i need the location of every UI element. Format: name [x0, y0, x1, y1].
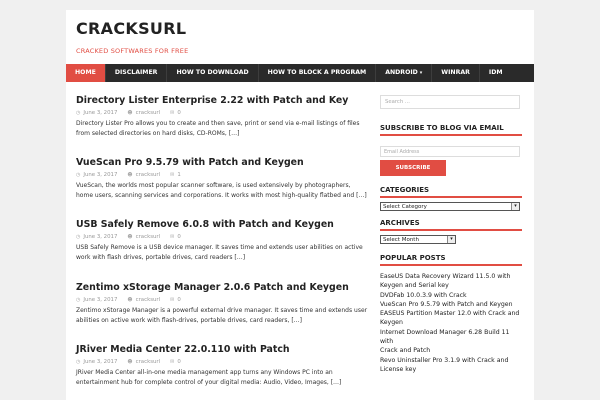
main-navigation: [66, 64, 534, 82]
categories-widget-title: CATEGORIES: [380, 186, 522, 198]
post-title[interactable]: Zentimo xStorage Manager 2.0.6 Patch and Keygen: [76, 282, 349, 293]
post-excerpt: Directory Lister Pro allows you to create and then save, print or send via e-mail listings of files from selected directories on hard disks, CD-ROMs, […]: [76, 120, 360, 137]
post-list: [76, 95, 368, 400]
nav-item-how-to-download[interactable]: HOW TO DOWNLOAD: [167, 64, 258, 82]
calendar-icon: ◷: [76, 110, 81, 116]
post-date: June 3, 2017: [83, 110, 118, 116]
post-meta: [76, 110, 368, 116]
post-comments[interactable]: 0: [177, 234, 181, 240]
post-title[interactable]: Directory Lister Enterprise 2.22 with Patch and Key: [76, 95, 349, 106]
site-title[interactable]: CRACKSURL: [76, 19, 187, 38]
archive-select[interactable]: [380, 235, 456, 244]
comment-icon: ✉: [170, 234, 175, 240]
calendar-icon: ◷: [76, 297, 81, 303]
popular-post-link[interactable]: VueScan Pro 9.5.79 with Patch and Keygen: [380, 300, 513, 308]
post-title[interactable]: USB Safely Remove 6.0.8 with Patch and Keygen: [76, 219, 334, 230]
popular-post-link[interactable]: Revo Uninstaller Pro 3.1.9 with Crack and: [380, 356, 509, 364]
category-select[interactable]: [380, 202, 520, 211]
post-meta: [76, 297, 368, 303]
post-excerpt: USB Safely Remove is a USB device manager. It saves time and extends user abilities on active work with flash drives, portable drives, card readers […]: [76, 244, 363, 261]
chevron-down-icon: ▾: [419, 70, 423, 76]
post-date: June 3, 2017: [83, 234, 118, 240]
comment-icon: ✉: [170, 297, 175, 303]
post: [76, 95, 368, 157]
user-icon: ☻: [127, 359, 133, 365]
comment-icon: ✉: [170, 110, 175, 116]
post-date: June 3, 2017: [83, 172, 118, 178]
popular-post-link[interactable]: Crack and Patch: [380, 347, 431, 355]
calendar-icon: ◷: [76, 172, 81, 178]
post-meta: [76, 172, 368, 178]
popular-posts-list: [380, 272, 522, 374]
post: [76, 282, 368, 344]
popular-post-link[interactable]: Keygen: [380, 319, 403, 327]
user-icon: ☻: [127, 234, 133, 240]
nav-item-disclaimer[interactable]: DISCLAIMER: [106, 64, 168, 82]
nav-item-how-to-block[interactable]: HOW TO BLOCK A PROGRAM: [259, 64, 377, 82]
nav-item-android[interactable]: ANDROID ▾: [376, 64, 432, 82]
post: [76, 344, 368, 400]
nav-item-home[interactable]: HOME: [66, 64, 106, 82]
site-description: CRACKED SOFTWARES FOR FREE: [76, 47, 189, 55]
user-icon: ☻: [127, 297, 133, 303]
popular-posts-widget-title: POPULAR POSTS: [380, 254, 522, 266]
comment-icon: ✉: [170, 172, 175, 178]
comment-icon: ✉: [170, 359, 175, 365]
post-comments[interactable]: 0: [177, 359, 181, 365]
nav-item-winrar[interactable]: WINRAR: [432, 64, 480, 82]
post-comments[interactable]: 0: [177, 297, 181, 303]
post-meta: [76, 359, 368, 365]
post-meta: [76, 234, 368, 240]
post-author[interactable]: cracksurl: [135, 359, 161, 365]
post-author[interactable]: cracksurl: [135, 110, 161, 116]
post-excerpt: VueScan, the worlds most popular scanner software, is used extensively by photographers, home users, scanning services and corporations. It works with most high-quality flatbed and […]: [76, 182, 367, 199]
popular-post-link[interactable]: EASEUS Partition Master 12.0 with Crack and: [380, 310, 520, 318]
user-icon: ☻: [127, 172, 133, 178]
search-input[interactable]: Search ...: [380, 95, 520, 109]
post-excerpt: Zentimo xStorage Manager is a powerful external drive manager. It saves time and extends user abilities on active work with flash-drives, portable drives, card readers, […]: [76, 307, 368, 324]
calendar-icon: ◷: [76, 359, 81, 365]
post-title[interactable]: JRiver Media Center 22.0.110 with Patch: [76, 344, 290, 355]
user-icon: ☻: [127, 110, 133, 116]
page-wrapper: [66, 10, 534, 400]
email-field[interactable]: Email Address: [380, 146, 520, 157]
site-header: [66, 10, 534, 62]
category-select-value: Select Category: [383, 204, 427, 210]
sidebar: [380, 95, 522, 374]
post-comments[interactable]: 0: [177, 110, 181, 116]
archive-select-value: Select Month: [383, 237, 419, 243]
archives-widget-title: ARCHIVES: [380, 219, 522, 231]
post: [76, 157, 368, 219]
subscribe-button[interactable]: SUBSCRIBE: [380, 160, 446, 176]
post: [76, 219, 368, 282]
nav-item-idm[interactable]: IDM: [488, 69, 503, 76]
post-excerpt: JRiver Media Center all-in-one media management app turns any Windows PC into an entertainment hub for complete control of your digital media: Audio, Video, Images, […]: [76, 369, 342, 386]
post-author[interactable]: cracksurl: [135, 234, 161, 240]
post-date: June 3, 2017: [83, 359, 118, 365]
calendar-icon: ◷: [76, 234, 81, 240]
popular-post-link[interactable]: Keygen and Serial key: [380, 282, 449, 290]
post-author[interactable]: cracksurl: [135, 297, 161, 303]
chevron-down-icon: ▾: [511, 203, 519, 210]
popular-post-link[interactable]: License key: [380, 365, 417, 373]
popular-post-link[interactable]: DVDFab 10.0.3.9 with Crack: [380, 291, 467, 299]
popular-post-link[interactable]: EaseUS Data Recovery Wizard 11.5.0 with: [380, 273, 511, 280]
chevron-down-icon: ▾: [447, 236, 455, 243]
post-comments[interactable]: 1: [177, 172, 181, 178]
post-date: June 3, 2017: [83, 297, 118, 303]
subscribe-widget-title: SUBSCRIBE TO BLOG VIA EMAIL: [380, 124, 522, 136]
popular-post-link[interactable]: Internet Download Manager 6.28 Build 11 with: [380, 328, 510, 346]
post-title[interactable]: VueScan Pro 9.5.79 with Patch and Keygen: [76, 157, 304, 168]
post-author[interactable]: cracksurl: [135, 172, 161, 178]
